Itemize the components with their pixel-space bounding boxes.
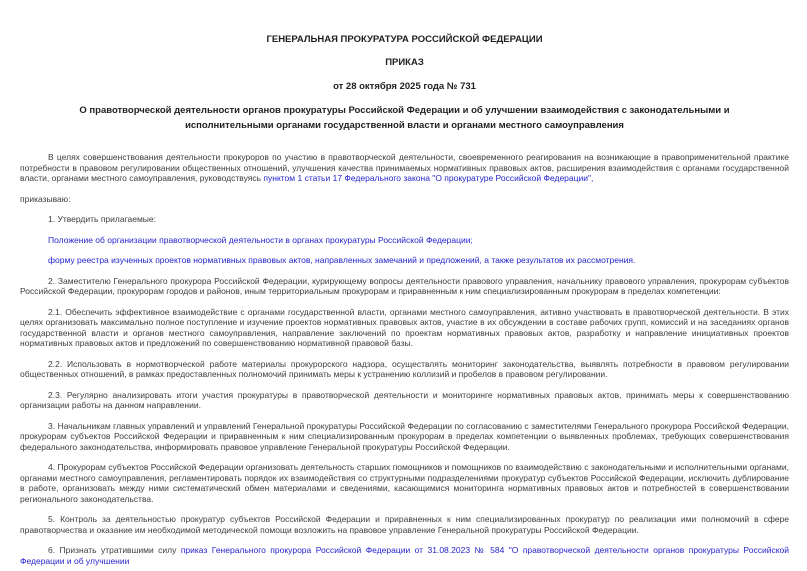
item-1-paragraph: 1. Утвердить прилагаемые: bbox=[48, 214, 156, 224]
document-title: О правотворческой деятельности органов прокуратуры Российской Федерации и об улучшении взаимодействия с законодательными и исполнительными органами государственной власти и органами местного самоуправления bbox=[79, 105, 730, 131]
document-body bbox=[20, 152, 789, 566]
item-4-paragraph: 4. Прокурорам субъектов Российской Федерации организовать деятельность старших помощников и помощников по взаимодействию с законодательными и исполнительными органами, органами местного самоуправления, регламентировать порядок их взаимодействия со структурными подразделениями прокуратур субъектов Российской Федерации, исключить дублирование в работе, организовать между ними систематический обмен материалами и сведениями, касающимися мониторинга нормативных правовых актов и потребностей в совершенствовании регионального законодательства. bbox=[20, 462, 789, 504]
item-5-paragraph: 5. Контроль за деятельностью прокуратур субъектов Российской Федерации и приравненных к ним специализированных прокуратур по реализации ими полномочий в сфере правотворчества и оказание им необходимой методической помощи возложить на правовое управление Генеральной прокуратуры Российской Федерации. bbox=[20, 514, 789, 535]
document-date-number: от 28 октября 2025 года № 731 bbox=[333, 81, 476, 92]
order-declaration: приказываю: bbox=[20, 193, 71, 204]
repealed-order-link[interactable]: приказ Генерального прокурора Российской Федерации от 31.08.2023 № 584 "О правотворческой деятельности органов прокуратуры Российской Федерации и об улучшении bbox=[20, 545, 789, 566]
item-6-lead-text: 6. Признать утратившими силу bbox=[48, 545, 181, 555]
attachment-2-paragraph bbox=[20, 255, 789, 266]
document-type: ПРИКАЗ bbox=[385, 57, 424, 68]
issuing-authority: ГЕНЕРАЛЬНАЯ ПРОКУРАТУРА РОССИЙСКОЙ ФЕДЕРАЦИИ bbox=[266, 34, 543, 45]
law-reference-link[interactable]: пунктом 1 статьи 17 Федерального закона "О прокуратуре Российской Федерации", bbox=[263, 173, 594, 183]
intro-paragraph bbox=[20, 152, 789, 184]
item-2-2-paragraph: 2.2. Использовать в нормотворческой работе материалы прокурорского надзора, осуществлять мониторинг законодательства, выявлять потребности в правовом регулировании общественных отношений, в рамках предоставленных полномочий принимать меры к устранению коллизий и пробелов в правовом регулировании. bbox=[20, 358, 789, 379]
item-6-paragraph bbox=[20, 545, 789, 566]
attachment-1-paragraph bbox=[20, 235, 789, 246]
item-2-3-paragraph: 2.3. Регулярно анализировать итоги участия прокуратуры в правотворческой деятельности и мониторинге нормативных правовых актов, принимать меры к совершенствованию организации работы на данном направлении. bbox=[20, 389, 789, 410]
attachment-link-regulation[interactable]: Положение об организации правотворческой деятельности в органах прокуратуры Российской Федерации; bbox=[48, 234, 473, 245]
item-3-paragraph: 3. Начальникам главных управлений и управлений Генеральной прокуратуры Российской Федерации по согласованию с заместителями Генерального прокурора Российской Федерации, прокурорам субъектов Российской Федерации и приравненным к ним специализированным прокурорам в пределах компетенции о выявленных проблемах, требующих совершенствования федерального законодательства, информировать правовое управление Генеральной прокуратуры Российской Федерации. bbox=[20, 420, 789, 452]
attachment-link-registry-form[interactable]: форму реестра изученных проектов нормативных правовых актов, направленных замечаний и предложений, а также результатов их рассмотрения. bbox=[48, 255, 636, 265]
item-2-paragraph: 2. Заместителю Генерального прокурора Российской Федерации, курирующему вопросы деятельности правового управления, начальнику правового управления, прокурорам субъектов Российской Федерации, прокурорам городов и районов, иным территориальным прокурорам и приравненным к ним специализированным прокурорам в пределах компетенции: bbox=[20, 275, 789, 296]
intro-text: В целях совершенствования деятельности прокуроров по участию в правотворческой деятельности, своевременного реагирования на возникающие в правоприменительной практике потребности в правовом регулировании общественных отношений, улучшения качества принимаемых нормативных правовых актов, расширения взаимодействия с органами государственной власти, органами местного самоуправления, руководствуясь bbox=[20, 152, 789, 183]
item-2-1-paragraph: 2.1. Обеспечить эффективное взаимодействие с органами государственной власти, органами местного самоуправления, активно участвовать в правотворческой деятельности. В этих целях организовать максимально полное поступление и изучение проектов нормативных правовых актов, участие в их обсуждении в составе рабочих групп, комиссий и на заседаниях органов государственной власти и органов местного самоуправления, направление заключений по проектам нормативных правовых актов, разработку и направление инициативных проектов нормативных правовых актов и предложений по совершенствованию нормативной правовой базы. bbox=[20, 306, 789, 348]
document-header bbox=[20, 34, 789, 133]
